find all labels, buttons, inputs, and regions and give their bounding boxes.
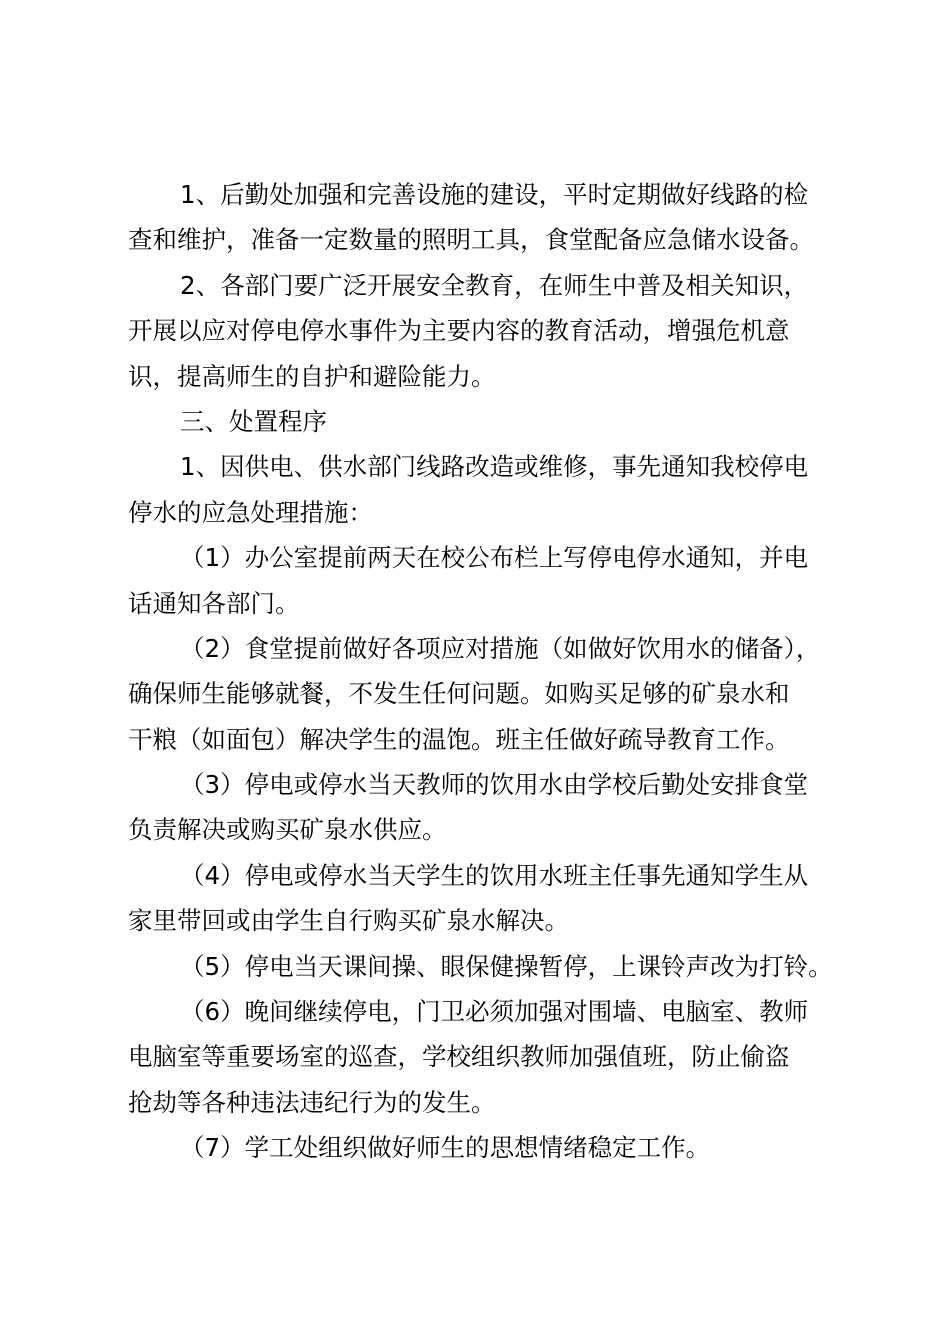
text-line: 电脑室等重要场室的巡查，学校组织教师加强值班，防止偷盗 [128, 1042, 790, 1072]
text-line: （2）食堂提前做好各项应对措施（如做好饮用水的储备）， [180, 633, 821, 663]
text-line: （1）办公室提前两天在校公布栏上写停电停水通知，并电 [180, 543, 809, 573]
text-line: （3）停电或停水当天教师的饮用水由学校后勤处安排食堂 [180, 770, 809, 800]
text-line: （6）晚间继续停电，门卫必须加强对围墙、电脑室、教师 [180, 997, 809, 1027]
text-line: 1、因供电、供水部门线路改造或维修，事先通知我校停电 [180, 452, 809, 482]
text-line: 查和维护，准备一定数量的照明工具，食堂配备应急储水设备。 [128, 225, 814, 255]
text-line: 开展以应对停电停水事件为主要内容的教育活动，增强危机意 [128, 316, 790, 346]
document-body [128, 172, 840, 1171]
text-line: （5）停电当天课间操、眼保健操暂停，上课铃声改为打铃。 [180, 951, 833, 981]
text-line: 2、各部门要广泛开展安全教育，在师生中普及相关知识， [180, 270, 809, 300]
text-line: 负责解决或购买矿泉水供应。 [128, 815, 447, 845]
text-line: （7）学工处组织做好师生的思想情绪稳定工作。 [180, 1133, 711, 1163]
text-line: 干粮（如面包）解决学生的温饱。班主任做好疏导教育工作。 [128, 724, 790, 754]
text-line: 确保师生能够就餐，不发生任何问题。如购买足够的矿泉水和 [128, 679, 790, 709]
text-line: （4）停电或停水当天学生的饮用水班主任事先通知学生从 [180, 860, 809, 890]
text-line: 抢劫等各种违法违纪行为的发生。 [128, 1087, 496, 1117]
text-line: 停水的应急处理措施： [128, 497, 373, 527]
section-heading: 三、处置程序 [180, 406, 327, 436]
text-line: 1、后勤处加强和完善设施的建设，平时定期做好线路的检 [180, 180, 809, 209]
text-line: 家里带回或由学生自行购买矿泉水解决。 [128, 906, 569, 936]
text-line: 话通知各部门。 [128, 588, 300, 618]
text-line: 识，提高师生的自护和避险能力。 [128, 361, 496, 391]
